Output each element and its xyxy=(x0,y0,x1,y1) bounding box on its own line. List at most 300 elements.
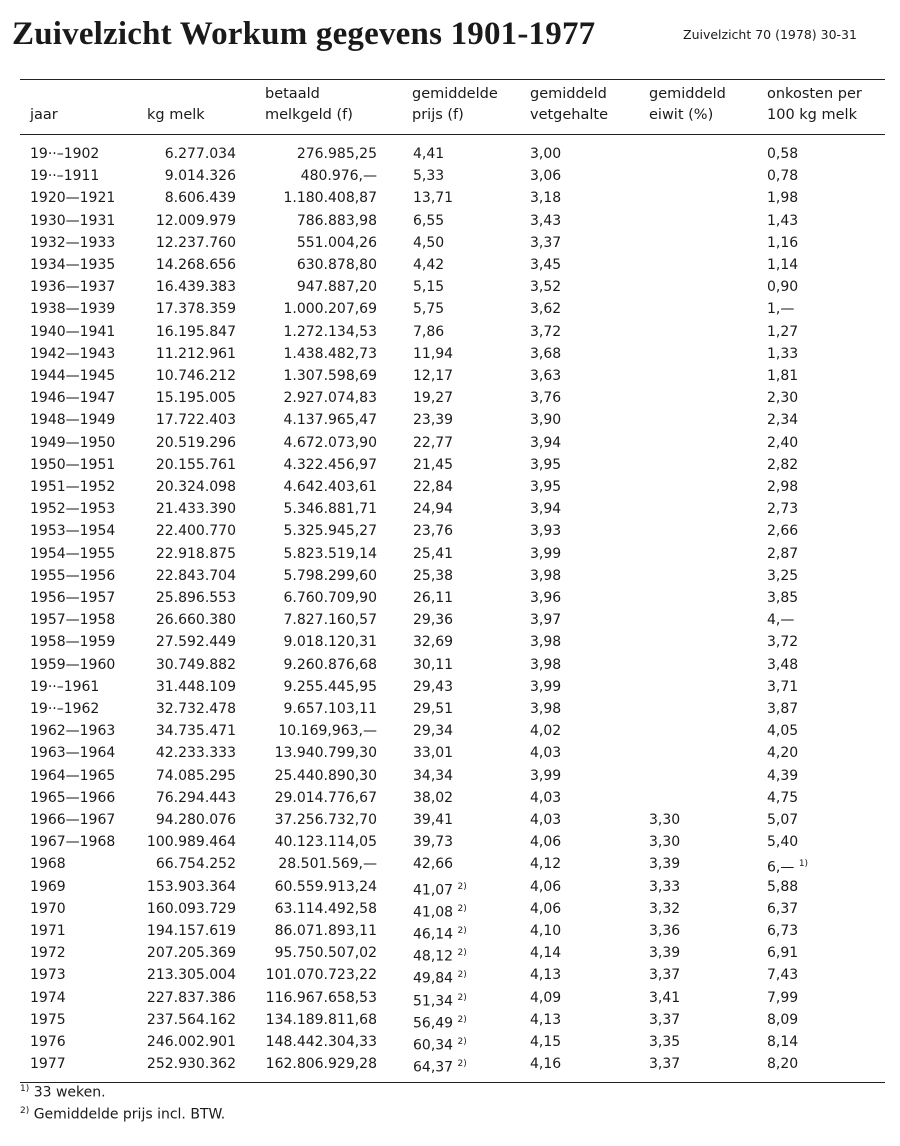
table-row xyxy=(0,1009,900,1031)
cell-fat: 4,15 xyxy=(530,1034,562,1050)
cell-fat: 3,90 xyxy=(530,412,562,429)
cell-cost: 1,98 xyxy=(767,190,799,207)
cell-paid: 1.000.207,69 xyxy=(283,301,377,318)
cell-fat: 3,95 xyxy=(530,479,562,495)
cell-paid: 29.014.776,67 xyxy=(274,789,377,806)
cell-fat: 3,94 xyxy=(530,434,562,451)
top-rule xyxy=(20,79,885,80)
cell-paid: 13.940.799,30 xyxy=(274,745,377,762)
table-row xyxy=(0,964,900,986)
cell-avg-price: 22,84 xyxy=(413,479,454,495)
table-row xyxy=(0,609,900,631)
cell-paid: 9.260.876,68 xyxy=(283,656,377,673)
cell-avg-price: 30,11 xyxy=(413,656,454,673)
cell-avg-price: 29,36 xyxy=(413,612,454,629)
cell-fat: 3,76 xyxy=(530,390,562,407)
cell-year: 1940—1941 xyxy=(30,323,116,340)
cell-paid: 25.440.890,30 xyxy=(274,767,377,784)
cell-fat: 3,00 xyxy=(530,146,562,162)
table-row xyxy=(0,831,900,853)
cell-cost: 1,43 xyxy=(767,212,799,229)
cell-cost: 1,14 xyxy=(767,257,799,273)
cell-year: 1953—1954 xyxy=(30,523,116,540)
cell-paid: 276.985,25 xyxy=(296,146,377,162)
cell-paid: 5.325.945,27 xyxy=(283,523,377,540)
cell-paid: 9.255.445,95 xyxy=(283,678,377,695)
cell-kg-milk: 27.592.449 xyxy=(155,634,236,651)
table-row xyxy=(0,520,900,542)
cell-kg-milk: 22.843.704 xyxy=(155,567,236,584)
cell-avg-price: 24,94 xyxy=(413,501,454,518)
cell-avg-price: 4,42 xyxy=(413,257,445,273)
cell-kg-milk: 20.324.098 xyxy=(155,479,236,495)
cell-kg-milk: 213.305.004 xyxy=(146,967,236,984)
table-row xyxy=(0,942,900,964)
cell-year: 1967—1968 xyxy=(30,834,116,851)
cell-avg-price: 7,86 xyxy=(413,323,445,340)
cell-avg-price: 25,38 xyxy=(413,567,454,584)
cell-avg-price: 5,15 xyxy=(413,279,445,296)
cell-avg-price: 25,41 xyxy=(413,545,454,562)
cell-fat: 3,72 xyxy=(530,323,562,340)
cell-kg-milk: 160.093.729 xyxy=(146,900,236,917)
cell-kg-milk: 17.378.359 xyxy=(155,301,236,318)
cell-kg-milk: 42.233.333 xyxy=(155,745,236,762)
table-row xyxy=(0,898,900,920)
cell-avg-price: 41,08 $^{2)}$ xyxy=(413,903,467,921)
cell-fat: 3,18 xyxy=(530,190,562,207)
cell-kg-milk: 31.448.109 xyxy=(155,678,236,695)
cell-paid: 7.827.160,57 xyxy=(283,612,377,629)
cell-paid: 2.927.074,83 xyxy=(283,390,377,407)
footnote-marker: 2) xyxy=(457,926,467,936)
cell-fat: 3,95 xyxy=(530,456,562,473)
table-row xyxy=(0,454,900,476)
cell-year: 1948—1949 xyxy=(30,412,116,429)
cell-fat: 4,03 xyxy=(530,745,562,762)
cell-paid: 116.967.658,53 xyxy=(265,989,377,1006)
cell-kg-milk: 8.606.439 xyxy=(164,190,236,207)
cell-paid: 1.180.408,87 xyxy=(283,190,377,207)
cell-paid: 95.750.507,02 xyxy=(274,945,377,962)
cell-avg-price: 41,07 $^{2)}$ xyxy=(413,881,467,899)
table-row xyxy=(0,853,900,875)
cell-protein: 3,37 xyxy=(649,1011,681,1028)
cell-year: 1974 xyxy=(30,989,66,1006)
cell-kg-milk: 246.002.901 xyxy=(146,1034,236,1050)
cell-cost: 2,40 xyxy=(767,434,799,451)
cell-fat: 4,03 xyxy=(530,812,562,828)
cell-cost: 8,14 xyxy=(767,1034,799,1050)
cell-fat: 3,99 xyxy=(530,767,562,784)
table-row xyxy=(0,321,900,343)
table-row xyxy=(0,365,900,387)
cell-avg-price: 56,49 $^{2)}$ xyxy=(413,1014,467,1032)
cell-avg-price: 33,01 xyxy=(413,745,454,762)
cell-cost: 8,20 xyxy=(767,1056,799,1073)
cell-cost: 3,71 xyxy=(767,678,799,695)
cell-cost: 6,73 xyxy=(767,923,799,939)
cell-year: 1965—1966 xyxy=(30,789,116,806)
cell-fat: 4,06 xyxy=(530,878,562,895)
cell-year: 1920—1921 xyxy=(30,190,116,207)
cell-paid: 60.559.913,24 xyxy=(274,878,377,895)
cell-protein: 3,39 xyxy=(649,945,681,962)
cell-kg-milk: 17.722.403 xyxy=(155,412,236,429)
cell-cost: 5,40 xyxy=(767,834,799,851)
cell-year: 19··–1911 xyxy=(30,168,100,185)
table-row xyxy=(0,165,900,187)
cell-protein: 3,32 xyxy=(649,900,681,917)
cell-avg-price: 29,43 xyxy=(413,678,454,695)
cell-kg-milk: 16.195.847 xyxy=(155,323,236,340)
cell-kg-milk: 252.930.362 xyxy=(146,1056,236,1073)
table-row xyxy=(0,409,900,431)
cell-year: 1932—1933 xyxy=(30,234,116,251)
cell-kg-milk: 32.732.478 xyxy=(155,701,236,717)
header-cost: onkosten per 100 kg melk xyxy=(767,86,862,123)
cell-year: 1964—1965 xyxy=(30,767,116,784)
cell-cost: 4,— xyxy=(767,612,795,629)
cell-year: 1966—1967 xyxy=(30,812,116,828)
cell-kg-milk: 237.564.162 xyxy=(146,1011,236,1028)
cell-avg-price: 5,33 xyxy=(413,168,445,185)
cell-year: 1956—1957 xyxy=(30,590,116,606)
footnote-marker: 2) xyxy=(457,970,467,981)
cell-cost: 7,43 xyxy=(767,967,799,984)
cell-cost: 1,27 xyxy=(767,323,799,340)
cell-fat: 4,16 xyxy=(530,1056,562,1073)
cell-kg-milk: 14.268.656 xyxy=(155,257,236,273)
cell-kg-milk: 34.735.471 xyxy=(155,723,236,740)
cell-cost: 1,81 xyxy=(767,368,799,384)
cell-avg-price: 11,94 xyxy=(413,345,454,362)
cell-fat: 3,93 xyxy=(530,523,562,540)
cell-year: 19··–1961 xyxy=(30,678,100,695)
cell-cost: 2,34 xyxy=(767,412,799,429)
cell-paid: 40.123.114,05 xyxy=(274,834,377,851)
cell-cost: 1,— xyxy=(767,301,795,318)
cell-avg-price: 48,12 $^{2)}$ xyxy=(413,948,467,965)
cell-avg-price: 21,45 xyxy=(413,456,454,473)
table-row xyxy=(0,276,900,298)
cell-year: 1949—1950 xyxy=(30,434,116,451)
cell-cost: 5,07 xyxy=(767,812,799,828)
cell-paid: 786.883,98 xyxy=(296,212,377,229)
cell-protein: 3,37 xyxy=(649,967,681,984)
table-row xyxy=(0,254,900,276)
cell-fat: 3,63 xyxy=(530,368,562,384)
header-paid: betaald melkgeld (f) xyxy=(265,86,353,123)
cell-protein: 3,39 xyxy=(649,856,681,873)
cell-avg-price: 19,27 xyxy=(413,390,454,407)
cell-protein: 3,41 xyxy=(649,989,681,1006)
cell-year: 1930—1931 xyxy=(30,212,116,229)
cell-kg-milk: 9.014.326 xyxy=(164,168,236,185)
cell-avg-price: 42,66 xyxy=(413,856,454,873)
cell-kg-milk: 227.837.386 xyxy=(146,989,236,1006)
cell-paid: 947.887,20 xyxy=(296,279,377,296)
cell-cost: 0,90 xyxy=(767,279,799,296)
cell-protein: 3,35 xyxy=(649,1034,681,1050)
table-row xyxy=(0,143,900,165)
cell-avg-price: 23,39 xyxy=(413,412,454,429)
cell-paid: 5.346.881,71 xyxy=(283,501,377,518)
cell-kg-milk: 15.195.005 xyxy=(155,390,236,407)
cell-kg-milk: 16.439.383 xyxy=(155,279,236,296)
table-row xyxy=(0,187,900,209)
cell-protein: 3,36 xyxy=(649,923,681,939)
cell-avg-price: 13,71 xyxy=(413,190,454,207)
cell-paid: 1.272.134,53 xyxy=(283,323,377,340)
cell-avg-price: 39,41 xyxy=(413,812,454,828)
bottom-rule xyxy=(20,1082,885,1083)
cell-kg-milk: 12.009.979 xyxy=(155,212,236,229)
cell-paid: 5.823.519,14 xyxy=(283,545,377,562)
cell-year: 1954—1955 xyxy=(30,545,116,562)
source-reference: Zuivelzicht 70 (1978) 30-31 xyxy=(683,27,857,42)
table-row xyxy=(0,1031,900,1053)
cell-year: 1938—1939 xyxy=(30,301,116,318)
cell-kg-milk: 153.903.364 xyxy=(146,878,236,895)
cell-paid: 101.070.723,22 xyxy=(265,967,377,984)
table-row xyxy=(0,587,900,609)
cell-paid: 148.442.304,33 xyxy=(265,1034,377,1050)
header-protein: gemiddeld eiwit (%) xyxy=(649,86,726,123)
footnote-1: $^{1)}$ 33 weken. xyxy=(20,1084,106,1101)
cell-paid: 6.760.709,90 xyxy=(283,590,377,606)
cell-avg-price: 64,37 $^{2)}$ xyxy=(413,1059,467,1076)
cell-avg-price: 46,14 $^{2)}$ xyxy=(413,926,467,943)
cell-fat: 3,98 xyxy=(530,634,562,651)
cell-cost: 2,82 xyxy=(767,456,799,473)
cell-fat: 4,06 xyxy=(530,834,562,851)
table-row xyxy=(0,809,900,831)
cell-cost: 1,16 xyxy=(767,234,799,251)
cell-protein: 3,37 xyxy=(649,1056,681,1073)
cell-year: 1968 xyxy=(30,856,66,873)
cell-avg-price: 29,51 xyxy=(413,701,454,717)
cell-cost: 2,87 xyxy=(767,545,799,562)
cell-kg-milk: 100.989.464 xyxy=(146,834,236,851)
header-fat: gemiddeld vetgehalte xyxy=(530,86,609,123)
cell-avg-price: 38,02 xyxy=(413,789,454,806)
cell-year: 1955—1956 xyxy=(30,567,116,584)
cell-year: 1963—1964 xyxy=(30,745,116,762)
cell-fat: 3,99 xyxy=(530,678,562,695)
cell-cost: 2,98 xyxy=(767,479,799,495)
footnote-2: $^{2)}$ Gemiddelde prijs incl. BTW. xyxy=(20,1106,226,1123)
table-row xyxy=(0,676,900,698)
cell-kg-milk: 66.754.252 xyxy=(155,856,236,873)
cell-year: 1951—1952 xyxy=(30,479,116,495)
cell-year: 1952—1953 xyxy=(30,501,116,518)
footnote-marker: 2) xyxy=(457,1014,467,1025)
cell-cost: 8,09 xyxy=(767,1011,799,1028)
cell-fat: 3,37 xyxy=(530,234,562,251)
cell-year: 1959—1960 xyxy=(30,656,116,673)
cell-kg-milk: 20.155.761 xyxy=(155,456,236,473)
cell-avg-price: 5,75 xyxy=(413,301,445,318)
header-rule xyxy=(20,134,885,135)
cell-fat: 4,03 xyxy=(530,789,562,806)
cell-cost: 3,85 xyxy=(767,590,799,606)
cell-fat: 4,06 xyxy=(530,900,562,917)
cell-fat: 3,45 xyxy=(530,257,562,273)
cell-avg-price: 6,55 xyxy=(413,212,445,229)
table-row xyxy=(0,987,900,1009)
cell-year: 1969 xyxy=(30,878,66,895)
cell-year: 1975 xyxy=(30,1011,66,1028)
table-row xyxy=(0,210,900,232)
table-row xyxy=(0,387,900,409)
cell-fat: 3,99 xyxy=(530,545,562,562)
cell-avg-price: 39,73 xyxy=(413,834,454,851)
table-row xyxy=(0,565,900,587)
cell-year: 1977 xyxy=(30,1056,66,1073)
cell-fat: 3,97 xyxy=(530,612,562,629)
table-row xyxy=(0,698,900,720)
table-row xyxy=(0,543,900,565)
cell-avg-price: 32,69 xyxy=(413,634,454,651)
cell-fat: 4,10 xyxy=(530,923,562,939)
cell-cost: 3,87 xyxy=(767,701,799,717)
cell-year: 1976 xyxy=(30,1034,66,1050)
cell-cost: 0,78 xyxy=(767,168,799,185)
cell-fat: 3,68 xyxy=(530,345,562,362)
cell-fat: 3,52 xyxy=(530,279,562,296)
cell-avg-price: 12,17 xyxy=(413,368,454,384)
table-row xyxy=(0,432,900,454)
table-row xyxy=(0,720,900,742)
cell-fat: 3,98 xyxy=(530,701,562,717)
cell-cost: 1,33 xyxy=(767,345,799,362)
cell-cost: 4,39 xyxy=(767,767,799,784)
cell-paid: 28.501.569,— xyxy=(278,856,377,873)
table-row xyxy=(0,742,900,764)
table-row xyxy=(0,876,900,898)
header-kg: kg melk xyxy=(147,107,205,123)
cell-cost: 7,99 xyxy=(767,989,799,1006)
cell-kg-milk: 26.660.380 xyxy=(155,612,236,629)
cell-year: 1972 xyxy=(30,945,66,962)
cell-cost: 3,25 xyxy=(767,567,799,584)
cell-year: 1971 xyxy=(30,923,66,939)
cell-fat: 3,98 xyxy=(530,656,562,673)
cell-cost: 4,20 xyxy=(767,745,799,762)
cell-kg-milk: 10.746.212 xyxy=(155,368,236,384)
cell-fat: 3,98 xyxy=(530,567,562,584)
cell-year: 1957—1958 xyxy=(30,612,116,629)
cell-kg-milk: 25.896.553 xyxy=(155,590,236,606)
cell-cost: 0,58 xyxy=(767,146,799,162)
cell-cost: 6,91 xyxy=(767,945,799,962)
cell-avg-price: 29,34 xyxy=(413,723,454,740)
cell-avg-price: 23,76 xyxy=(413,523,454,540)
cell-fat: 4,02 xyxy=(530,723,562,740)
cell-paid: 1.307.598,69 xyxy=(283,368,377,384)
cell-fat: 3,62 xyxy=(530,301,562,318)
cell-paid: 134.189.811,68 xyxy=(265,1011,377,1028)
cell-kg-milk: 207.205.369 xyxy=(146,945,236,962)
cell-year: 1958—1959 xyxy=(30,634,116,651)
cell-avg-price: 4,41 xyxy=(413,146,445,162)
cell-year: 1950—1951 xyxy=(30,456,116,473)
cell-year: 1970 xyxy=(30,900,66,917)
cell-fat: 4,13 xyxy=(530,967,562,984)
footnote-marker: 2) xyxy=(457,903,467,914)
footnote-marker: 2) xyxy=(457,948,467,959)
cell-kg-milk: 74.085.295 xyxy=(155,767,236,784)
table-row xyxy=(0,787,900,809)
cell-fat: 4,14 xyxy=(530,945,562,962)
footnote-marker: 2) xyxy=(457,992,467,1003)
header-year: jaar xyxy=(30,107,58,123)
cell-paid: 5.798.299,60 xyxy=(283,567,377,584)
cell-cost: 4,05 xyxy=(767,723,799,740)
cell-avg-price: 22,77 xyxy=(413,434,454,451)
cell-kg-milk: 194.157.619 xyxy=(146,923,236,939)
cell-year: 1973 xyxy=(30,967,66,984)
cell-kg-milk: 6.277.034 xyxy=(164,146,236,162)
cell-fat: 3,96 xyxy=(530,590,562,606)
cell-paid: 4.322.456,97 xyxy=(283,456,377,473)
table-row xyxy=(0,920,900,942)
cell-paid: 9.018.120,31 xyxy=(283,634,377,651)
cell-kg-milk: 22.918.875 xyxy=(155,545,236,562)
cell-avg-price: 26,11 xyxy=(413,590,454,606)
cell-protein: 3,30 xyxy=(649,812,681,828)
cell-avg-price: 49,84 $^{2)}$ xyxy=(413,970,467,988)
footnote-marker: 2) xyxy=(457,1059,467,1070)
table-row xyxy=(0,343,900,365)
cell-avg-price: 51,34 $^{2)}$ xyxy=(413,992,467,1010)
footnote-marker: 2) xyxy=(457,1037,467,1047)
page-title: Zuivelzicht Workum gegevens 1901-1977 xyxy=(12,16,596,52)
cell-paid: 9.657.103,11 xyxy=(283,701,377,717)
cell-fat: 3,94 xyxy=(530,501,562,518)
cell-paid: 480.976,— xyxy=(300,168,377,185)
cell-kg-milk: 22.400.770 xyxy=(155,523,236,540)
cell-paid: 37.256.732,70 xyxy=(274,812,377,828)
cell-kg-milk: 94.280.076 xyxy=(155,812,236,828)
cell-cost: 3,48 xyxy=(767,656,799,673)
footnote-marker: 2) xyxy=(457,881,467,892)
cell-kg-milk: 30.749.882 xyxy=(155,656,236,673)
cell-paid: 86.071.893,11 xyxy=(274,923,377,939)
table-row xyxy=(0,232,900,254)
table-row xyxy=(0,298,900,320)
cell-fat: 4,09 xyxy=(530,989,562,1006)
header-avg-price: gemiddelde prijs (f) xyxy=(412,86,498,123)
cell-cost: 6,— $^{1)}$ xyxy=(767,859,809,877)
cell-fat: 4,12 xyxy=(530,856,562,873)
cell-year: 19··–1902 xyxy=(30,146,100,162)
table-row xyxy=(0,476,900,498)
cell-year: 1934—1935 xyxy=(30,257,116,273)
cell-protein: 3,33 xyxy=(649,878,681,895)
cell-cost: 2,66 xyxy=(767,523,799,540)
cell-paid: 10.169,963,— xyxy=(278,723,377,740)
cell-year: 19··–1962 xyxy=(30,701,100,717)
cell-cost: 2,73 xyxy=(767,501,799,518)
cell-year: 1942—1943 xyxy=(30,345,116,362)
table-row xyxy=(0,654,900,676)
cell-paid: 630.878,80 xyxy=(296,257,377,273)
cell-kg-milk: 11.212.961 xyxy=(155,345,236,362)
table-row xyxy=(0,765,900,787)
footnote-marker: 1) xyxy=(798,859,809,870)
